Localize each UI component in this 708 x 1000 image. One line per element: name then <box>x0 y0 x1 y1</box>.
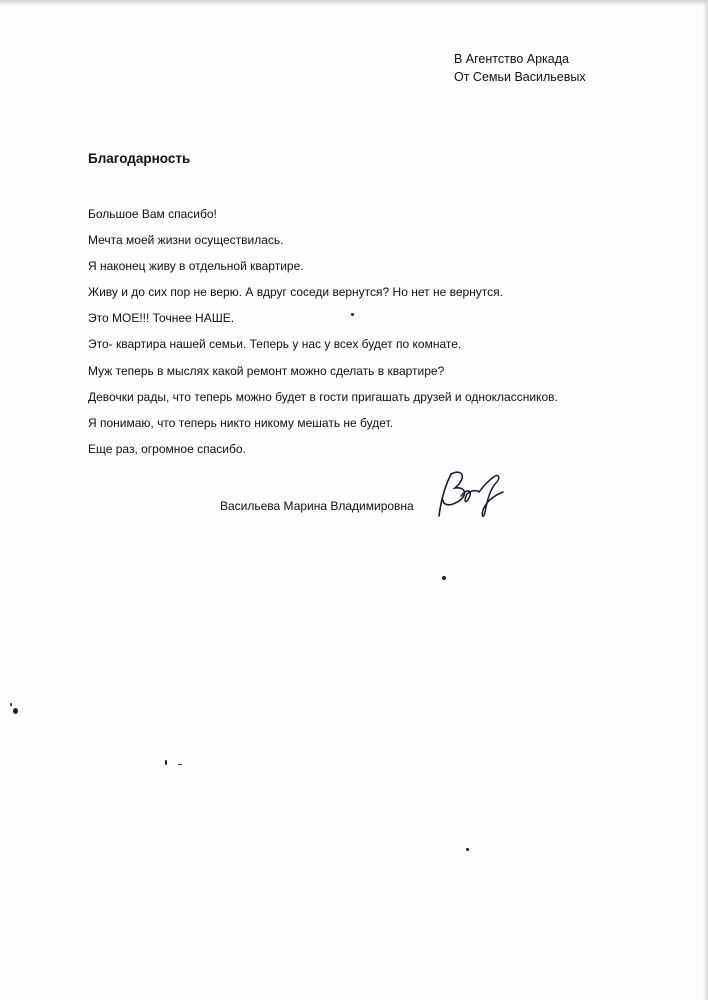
body-line: Я наконец живу в отдельной квартире. <box>88 259 304 274</box>
scan-speck <box>351 313 354 316</box>
scan-speck <box>178 764 182 765</box>
signer-name: Васильева Марина Владимировна <box>220 499 414 513</box>
body-line: Мечта моей жизни осуществилась. <box>88 233 284 248</box>
scan-speck <box>13 708 18 714</box>
scan-speck <box>165 760 167 765</box>
letter-title: Благодарность <box>88 151 191 166</box>
addressee-line-family: От Семьи Васильевых <box>454 70 586 84</box>
scan-speck <box>466 848 469 851</box>
scan-speck <box>442 576 446 580</box>
body-line: Живу и до сих пор не верю. А вдруг соседи вернутся? Но нет не вернутся. <box>88 285 504 300</box>
letter-body <box>88 206 558 467</box>
body-line: Я понимаю, что теперь никто никому мешать не будет. <box>88 415 394 430</box>
addressee-line-agency: В Агентство Аркада <box>454 52 570 66</box>
body-line: Большое Вам спасибо! <box>88 207 217 221</box>
signature-mark <box>433 464 513 524</box>
scan-right-edge <box>703 0 708 1000</box>
body-line: Еще раз, огромное спасибо. <box>88 441 246 456</box>
body-line: Муж теперь в мыслях какой ремонт можно сделать в квартире? <box>88 363 445 378</box>
body-line: Это- квартира нашей семьи. Теперь у нас у всех будет по комнате. <box>88 337 462 352</box>
addressee-block <box>454 50 586 86</box>
body-line: Это МОЕ!!! Точнее НАШЕ. <box>88 311 235 326</box>
body-line: Девочки рады, что теперь можно будет в гости пригашать друзей и одноклассников. <box>88 389 558 404</box>
scan-speck <box>10 703 12 706</box>
scan-top-edge <box>0 0 708 6</box>
